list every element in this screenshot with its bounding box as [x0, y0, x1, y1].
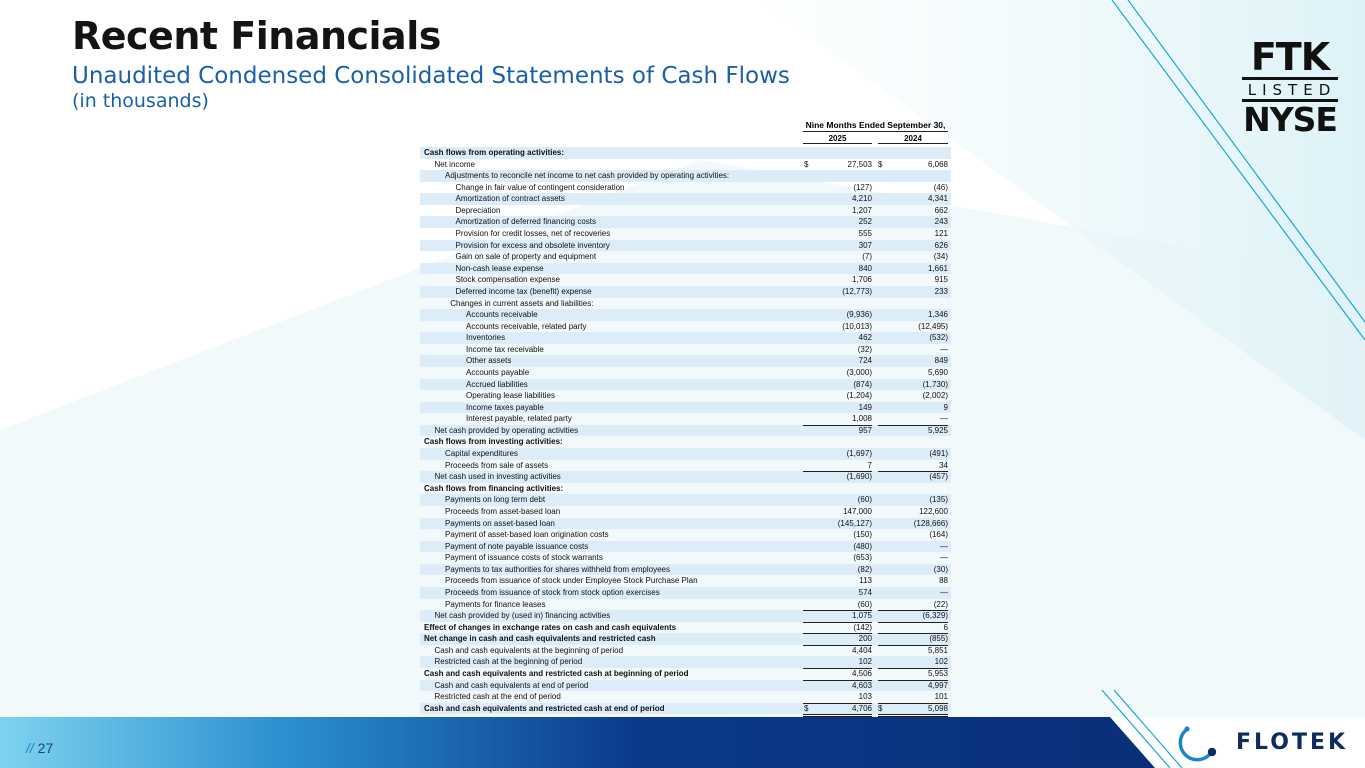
row-label: Amortization of deferred financing costs — [455, 217, 597, 227]
value-2025: (32) — [857, 344, 872, 354]
value-2024: 5,953 — [927, 669, 948, 679]
row-label: Payments on asset-based loan — [445, 518, 555, 528]
table-row — [420, 332, 951, 344]
value-2025: (653) — [853, 553, 872, 563]
subtotal-rule — [803, 425, 872, 426]
value-2025: 102 — [858, 657, 872, 667]
value-2024: 6,068 — [927, 159, 948, 169]
row-label: Accounts receivable, related party — [466, 321, 587, 331]
value-2024: (128,666) — [913, 518, 948, 528]
value-2024: 5,851 — [927, 645, 948, 655]
value-2025: (142) — [853, 622, 872, 632]
value-2024: (30) — [933, 564, 948, 574]
dollar-sign: $ — [878, 159, 883, 169]
row-label: Amortization of contract assets — [455, 194, 565, 204]
table-row — [420, 240, 951, 252]
value-2025: (7) — [862, 252, 872, 262]
value-2025: 4,404 — [851, 645, 872, 655]
dollar-sign: $ — [804, 159, 809, 169]
value-2024: 243 — [934, 217, 948, 227]
table-row — [420, 355, 951, 367]
page-number-value: 27 — [37, 740, 54, 756]
subtotal-rule — [878, 471, 948, 472]
row-label: Proceeds from sale of assets — [445, 460, 549, 470]
subtotal-rule — [803, 703, 872, 704]
badge-exchange: NYSE — [1243, 100, 1337, 139]
flotek-logo — [1172, 720, 1356, 764]
value-2024: 4,341 — [927, 194, 948, 204]
row-label: Adjustments to reconcile net income to net cash provided by operating activities: — [445, 171, 730, 181]
value-2025: 4,603 — [851, 680, 872, 690]
table-row — [420, 251, 951, 263]
row-label: Net change in cash and cash equivalents and restricted cash — [424, 634, 656, 644]
table-row — [420, 205, 951, 217]
value-2025: (874) — [853, 379, 872, 389]
value-2024: 6 — [943, 622, 948, 632]
subtotal-rule — [878, 610, 948, 611]
value-2025: (480) — [853, 541, 872, 551]
table-row — [420, 506, 951, 518]
row-label: Change in fair value of contingent consideration — [455, 182, 625, 192]
value-2024: — — [940, 553, 948, 563]
row-label: Payment of note payable issuance costs — [445, 541, 589, 551]
subtotal-rule — [878, 645, 948, 646]
value-2025: 1,706 — [851, 275, 872, 285]
table-row — [420, 216, 951, 228]
value-2025: (12,773) — [842, 286, 872, 296]
table-row — [420, 170, 951, 182]
value-2024: (457) — [929, 472, 948, 482]
table-row — [420, 309, 951, 321]
row-label: Cash and cash equivalents at the beginning of period — [434, 645, 624, 655]
dollar-sign: $ — [878, 703, 883, 713]
table-row — [420, 390, 951, 402]
table-row — [420, 564, 951, 576]
row-label: Cash flows from investing activities: — [424, 437, 563, 447]
subtotal-rule — [878, 633, 948, 634]
table-row — [420, 274, 951, 286]
column-header-2024: 2024 — [878, 134, 948, 144]
table-row — [420, 680, 951, 692]
row-label: Cash flows from financing activities: — [424, 483, 564, 493]
row-label: Proceeds from issuance of stock from stock option exercises — [445, 587, 660, 597]
value-2024: 662 — [934, 205, 948, 215]
value-2024: 849 — [934, 356, 948, 366]
row-label: Proceeds from asset-based loan — [445, 506, 561, 516]
row-label: Restricted cash at the beginning of period — [434, 657, 583, 667]
table-row — [420, 413, 951, 425]
flotek-wordmark: FLOTEK — [1236, 730, 1349, 755]
value-2024: 101 — [934, 692, 948, 702]
table-row — [420, 633, 951, 645]
value-2025: (9,936) — [846, 310, 872, 320]
row-label: Cash and cash equivalents and restricted cash at beginning of period — [424, 669, 689, 679]
table-row — [420, 668, 951, 680]
subtotal-rule — [803, 645, 872, 646]
value-2025: (145,127) — [837, 518, 872, 528]
value-2025: 840 — [858, 263, 872, 273]
value-2024: (855) — [929, 634, 948, 644]
table-row — [420, 228, 951, 240]
total-double-rule — [878, 714, 948, 717]
page-subtitle: Unaudited Condensed Consolidated Statements of Cash Flows — [72, 63, 790, 89]
table-row — [420, 703, 951, 715]
value-2024: 915 — [934, 275, 948, 285]
flotek-mark-icon — [1172, 720, 1228, 764]
row-label: Other assets — [466, 356, 512, 366]
row-label: Income tax receivable — [466, 344, 544, 354]
value-2024: (12,495) — [918, 321, 948, 331]
row-label: Payments to tax authorities for shares withheld from employees — [445, 564, 670, 574]
page-number — [26, 740, 53, 756]
row-label: Restricted cash at the end of period — [434, 692, 561, 702]
row-label: Inventories — [466, 333, 506, 343]
value-2024: 122,600 — [919, 506, 948, 516]
table-row — [420, 656, 951, 668]
row-label: Proceeds from issuance of stock under Employee Stock Purchase Plan — [445, 576, 698, 586]
table-row — [420, 367, 951, 379]
page-title: Recent Financials — [72, 14, 441, 58]
value-2024: 5,925 — [927, 425, 948, 435]
value-2025: (127) — [853, 182, 872, 192]
row-label: Accrued liabilities — [466, 379, 528, 389]
table-row — [420, 286, 951, 298]
table-row — [420, 541, 951, 553]
value-2025: 200 — [858, 634, 872, 644]
statement-rows — [420, 147, 951, 714]
badge-listed: LISTED — [1242, 77, 1338, 102]
row-label: Provision for excess and obsolete inventory — [455, 240, 610, 250]
value-2024: — — [940, 541, 948, 551]
table-row — [420, 691, 951, 703]
row-label: Effect of changes in exchange rates on cash and cash equivalents — [424, 622, 677, 632]
dollar-sign: $ — [804, 703, 809, 713]
table-row — [420, 471, 951, 483]
value-2024: (164) — [929, 530, 948, 540]
column-header-2025: 2025 — [803, 134, 872, 144]
units-note: (in thousands) — [72, 90, 209, 112]
row-label: Cash flows from operating activities: — [424, 148, 565, 157]
row-label: Interest payable, related party — [466, 414, 572, 424]
row-label: Gain on sale of property and equipment — [455, 252, 597, 262]
value-2025: 27,503 — [847, 159, 872, 169]
value-2024: (1,730) — [922, 379, 948, 389]
row-label: Payments on long term debt — [445, 495, 546, 505]
table-row — [420, 182, 951, 194]
value-2024: — — [940, 587, 948, 597]
value-2024: (6,329) — [922, 611, 948, 621]
subtotal-rule — [803, 622, 872, 623]
value-2024: (491) — [929, 449, 948, 459]
subtotal-rule — [803, 610, 872, 611]
value-2024: — — [940, 344, 948, 354]
value-2024: 4,997 — [927, 680, 948, 690]
row-label: Net cash used in investing activities — [434, 472, 561, 482]
page-number-prefix: // — [26, 740, 34, 756]
row-label: Net cash provided by operating activities — [434, 425, 579, 435]
period-header: Nine Months Ended September 30, — [803, 120, 948, 132]
table-row — [420, 448, 951, 460]
table-row — [420, 483, 951, 495]
value-2024: 1,661 — [927, 263, 948, 273]
value-2025: 252 — [858, 217, 872, 227]
value-2024: 233 — [934, 286, 948, 296]
nyse-listing-badge — [1242, 35, 1338, 139]
value-2024: (34) — [933, 252, 948, 262]
value-2025: 1,075 — [851, 611, 872, 621]
value-2024: (22) — [933, 599, 948, 609]
value-2024: 121 — [934, 229, 948, 239]
table-row — [420, 610, 951, 622]
value-2025: 462 — [858, 333, 872, 343]
table-row — [420, 159, 951, 171]
row-label: Operating lease liabilities — [466, 391, 555, 401]
value-2024: (2,002) — [922, 391, 948, 401]
table-row — [420, 460, 951, 472]
row-label: Cash and cash equivalents and restricted cash at end of period — [424, 703, 665, 713]
subtotal-rule — [878, 425, 948, 426]
value-2025: 1,207 — [851, 205, 872, 215]
value-2025: 147,000 — [843, 506, 872, 516]
table-row — [420, 552, 951, 564]
value-2025: 7 — [867, 460, 872, 470]
value-2024: — — [940, 414, 948, 424]
row-label: Payments for finance leases — [445, 599, 546, 609]
value-2025: 149 — [858, 402, 872, 412]
badge-ticker: FTK — [1250, 35, 1330, 79]
value-2025: 724 — [858, 356, 872, 366]
value-2025: (1,697) — [846, 449, 872, 459]
row-label: Accounts receivable — [466, 310, 538, 320]
value-2024: 1,346 — [927, 310, 948, 320]
value-2025: 4,706 — [851, 703, 872, 713]
value-2025: (1,690) — [846, 472, 872, 482]
value-2025: 1,008 — [851, 414, 872, 424]
subtotal-rule — [803, 471, 872, 472]
subtotal-rule — [803, 633, 872, 634]
row-label: Cash and cash equivalents at end of period — [434, 680, 589, 690]
row-label: Stock compensation expense — [455, 275, 561, 285]
row-label: Depreciation — [455, 205, 501, 215]
table-row — [420, 587, 951, 599]
value-2025: 4,506 — [851, 669, 872, 679]
table-row — [420, 344, 951, 356]
table-row — [420, 147, 951, 159]
table-row — [420, 298, 951, 310]
value-2025: (3,000) — [846, 367, 872, 377]
row-label: Accounts payable — [466, 367, 530, 377]
table-row — [420, 529, 951, 541]
value-2024: (532) — [929, 333, 948, 343]
table-row — [420, 193, 951, 205]
value-2024: 102 — [934, 657, 948, 667]
value-2025: 574 — [858, 587, 872, 597]
row-label: Net income — [434, 159, 475, 169]
value-2025: 957 — [858, 425, 872, 435]
total-double-rule — [803, 714, 872, 717]
value-2024: 9 — [943, 402, 948, 412]
value-2024: 5,098 — [927, 703, 948, 713]
table-row — [420, 425, 951, 437]
value-2024: 5,690 — [927, 367, 948, 377]
table-row — [420, 321, 951, 333]
value-2025: (150) — [853, 530, 872, 540]
table-row — [420, 518, 951, 530]
row-label: Income taxes payable — [466, 402, 544, 412]
table-row — [420, 599, 951, 611]
value-2025: (10,013) — [842, 321, 872, 331]
value-2024: (135) — [929, 495, 948, 505]
row-label: Capital expenditures — [445, 449, 518, 459]
table-row — [420, 263, 951, 275]
table-row — [420, 379, 951, 391]
table-row — [420, 402, 951, 414]
table-row — [420, 494, 951, 506]
row-label: Payment of asset-based loan origination costs — [445, 530, 609, 540]
value-2024: 34 — [939, 460, 948, 470]
subtotal-rule — [803, 680, 872, 681]
value-2025: 113 — [859, 576, 872, 586]
row-label: Provision for credit losses, net of recoveries — [455, 229, 611, 239]
value-2025: 555 — [858, 229, 872, 239]
row-label: Deferred income tax (benefit) expense — [455, 286, 592, 296]
table-row — [420, 575, 951, 587]
value-2025: (82) — [857, 564, 872, 574]
value-2025: (1,204) — [846, 391, 872, 401]
row-label: Payment of issuance costs of stock warrants — [445, 553, 603, 563]
table-row — [420, 645, 951, 657]
row-label: Net cash provided by (used in) financing activities — [434, 611, 611, 621]
value-2025: 103 — [858, 692, 872, 702]
subtotal-rule — [878, 703, 948, 704]
value-2025: 4,210 — [851, 194, 872, 204]
value-2024: (46) — [933, 182, 948, 192]
value-2025: (60) — [857, 495, 872, 505]
subtotal-rule — [878, 668, 948, 669]
row-label: Non-cash lease expense — [455, 263, 544, 273]
value-2024: 88 — [939, 576, 948, 586]
value-2025: 307 — [858, 240, 872, 250]
table-row — [420, 622, 951, 634]
value-2024: 626 — [934, 240, 948, 250]
subtotal-rule — [803, 668, 872, 669]
value-2025: (60) — [857, 599, 872, 609]
subtotal-rule — [878, 622, 948, 623]
subtotal-rule — [878, 680, 948, 681]
table-row — [420, 436, 951, 448]
row-label: Changes in current assets and liabilities: — [450, 298, 594, 308]
